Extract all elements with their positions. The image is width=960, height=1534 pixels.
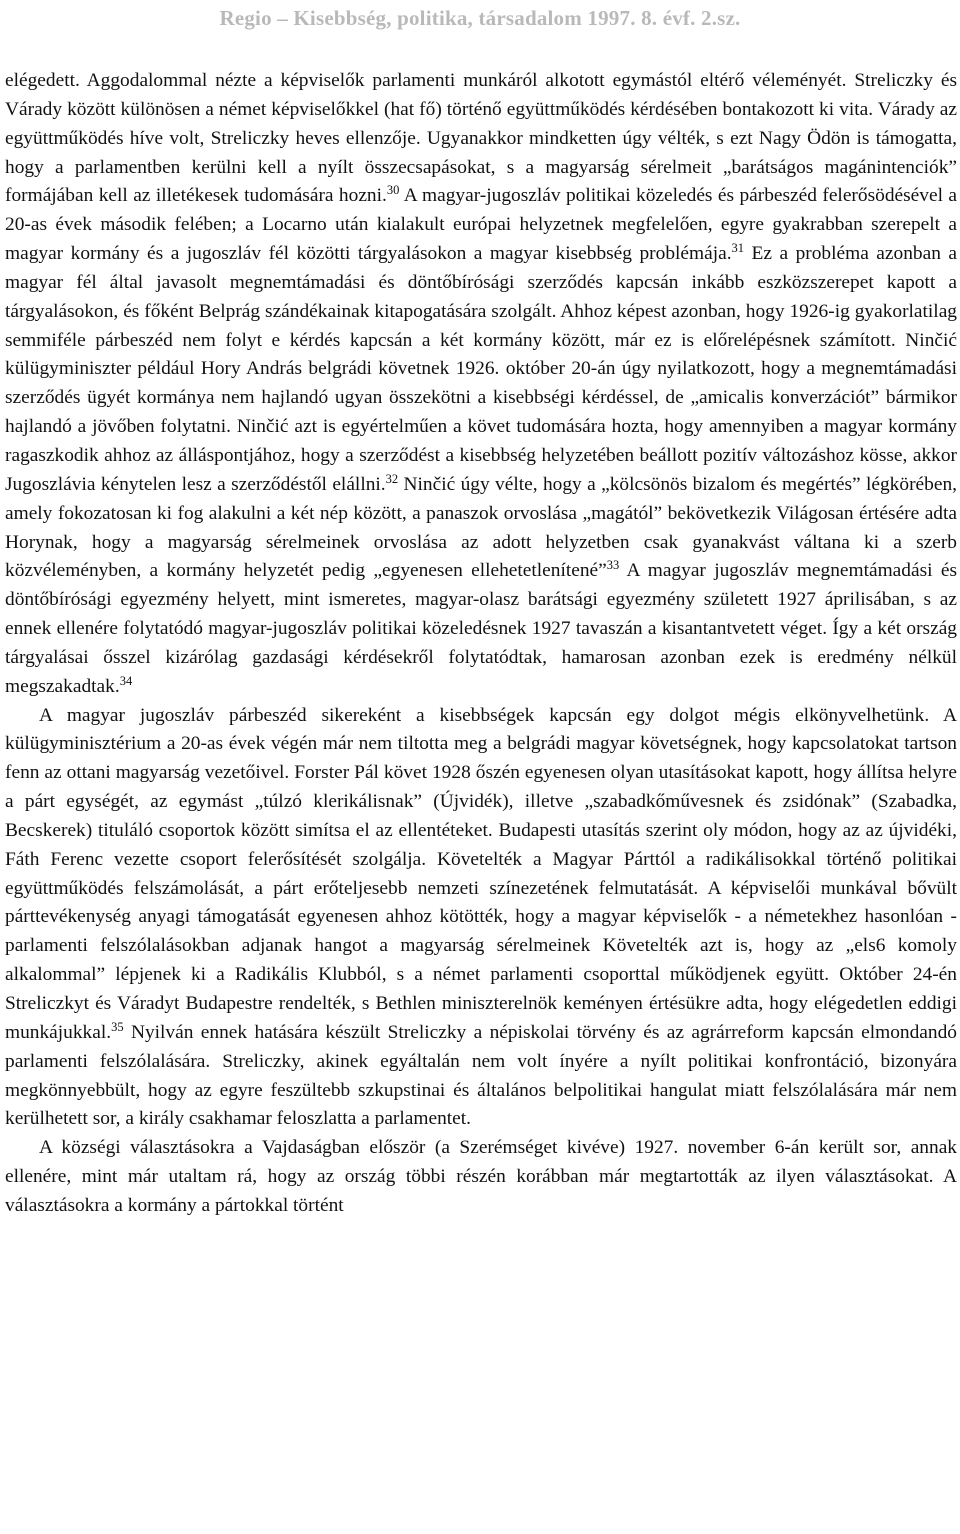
text-run: Ninčić úgy vélte, hogy a „kölcsönös bizalom és megértés” légkörében, amely fokozatosan ki fog alakulni a két nép között, a panaszok orvoslása „magától” bekövetkezik Világosan értésére adta Horynak, hogy a magyarság sérelmeinek orvoslása az adott helyzetben csak gyanakvást váltana ki a szerb közvéleményben, a kormány helyzetét pedig „egyenesen ellehetetlenítené”: [5, 473, 957, 582]
paragraph: [5, 67, 957, 702]
footnote-ref-35: 35: [111, 1019, 124, 1034]
text-run: A magyar jugoszláv megnemtámadási és döntőbírósági egyezmény helyett, mint ismeretes, magyar-olasz barátsági egyezmény született 1927 áprilisában, s az ennek ellenére folytatódó magyar-jugoszláv politikai közeledésnek 1927 tavaszán a kisantantvetett véget. Így a két ország tárgyalásai ősszel kizárólag gazdasági kérdésekről folytatódtak, hamarosan azonban ezek is eredmény nélkül megszakadtak.: [5, 560, 957, 697]
text-run: A magyar jugoszláv párbeszéd sikereként a kisebbségek kapcsán egy dolgot mégis elkönyvelhetünk. A külügyminisztérium a 20-as évek végén már nem tiltotta meg a belgrádi magyar követségnek, hogy kapcsolatokat tartson fenn az ottani magyarság vezetőivel. Forster Pál követ 1928 őszén egyenesen olyan utasításokat kapott, hogy állítsa helyre a párt egységét, az egymást „túlzó klerikálisnak” (Újvidék), illetve „szabadkőművesnek és zsidónak” (Szabadka, Becskerek) tituláló csoportok között simítsa el az ellentéteket. Budapesti utasítás szerint oly módon, hogy az az újvidéki, Fáth Ferenc vezette csoport felerősítését szolgálja. Követelték a Magyar Párttól a radikálisokkal történő politikai együttműködés felszámolását, a párt erőteljesebb nemzeti színezetének felmutatását. A képviselői munkával bővült párttevékenység anyagi támogatását egyenesen ahhoz kötötték, hogy a magyar képviselők - a németekhez hasonlóan - parlamenti felszólalásokban adjanak hangot a magyarság sérelmeinek Követelték azt is, hogy az „els6 komoly alkalommal” lépjenek ki a Radikális Klubból, s a német parlamenti csoporttal működjenek együtt. Október 24-én Streliczkyt és Váradyt Budapestre rendelték, s Bethlen miniszterelnök keményen értésükre adta, hogy elégedetlen eddigi munkájukkal.: [5, 704, 957, 1043]
footnote-ref-33: 33: [606, 558, 620, 573]
footnote-ref-34: 34: [119, 673, 133, 688]
text-run: A magyar-jugoszláv politikai közeledés és párbeszéd felerősödésével a 20-as évek második felében; a Locarno után kialakult európai helyzetnek megfelelően, egyre gyakrabban szerepelt a magyar kormány és a jugoszláv fél közötti tárgyalásokon a magyar kisebbség problémája.: [5, 185, 957, 265]
text-run: elégedett. Aggodalommal nézte a képviselők parlamenti munkáról alkotott egymástól eltérő véleményét. Streliczky és Várady között különösen a német képviselőkkel (hat fő) történő együttműködés kérdésében bontakozott ki vita. Várady az együttműködés híve volt, Streliczky heves ellenzője. Ugyanakkor mindketten úgy vélték, s ezt Nagy Ödön is támogatta, hogy a parlamentben kerülni kell a nyílt összecsapásokat, s a magyarság sérelmeit „barátságos magánintenciók” formájában kell az illetékesek tudomására hozni.: [5, 70, 957, 207]
text-run: Ez a probléma azonban a magyar fél által javasolt megnemtámadási és döntőbírósági szerződés kapcsán inkább eszközszerepet kapott a tárgyalásokon, és főként Belprág szándékainak kitapogatására szolgált. Ahhoz képest azonban, hogy 1926-ig gyakorlatilag semmiféle párbeszéd nem folyt e kérdés kapcsán a két kormány között, már ez is előrelépésnek számított. Ninčić külügyminiszter például Hory András belgrádi követnek 1926. október 20-án úgy nyilatkozott, hogy a megnemtámadási szerződés ügyét kormánya nem hajlandó ugyan összekötni a kisebbségi kérdéssel, de „amicalis konverzációt” bármikor hajlandó a jövőben folytatni. Ninčić azt is egyértelműen a követ tudomására hozta, hogy amennyiben a magyar kormány ragaszkodik ahhoz az álláspontjához, hogy a szerződést a kisebbség helyzetében beállott pozitív változáshoz kösse, akkor Jugoszlávia kénytelen lesz a szerződéstől elállni.: [5, 243, 957, 495]
footnote-ref-30: 30: [386, 183, 400, 198]
footnote-ref-31: 31: [731, 241, 745, 256]
document-body: [5, 67, 957, 1221]
paragraph: [5, 1134, 957, 1221]
text-run: Nyilván ennek hatására készült Streliczky a népiskolai törvény és az agrárreform kapcsán elmondandó parlamenti felszólalására. Streliczky, akinek egyáltalán nem volt ínyére a nyílt politikai konfrontáció, bizonyára megkönnyebbült, hogy az egyre feszültebb szkupstinai és általános belpolitikai hangulat miatt felszólalására már nem kerülhetett sor, a király csakhamar feloszlatta a parlamentet.: [5, 1021, 957, 1130]
footnote-ref-32: 32: [385, 471, 399, 486]
running-header: Regio – Kisebbség, politika, társadalom 1997. 8. évf. 2.sz.: [219, 6, 741, 30]
paragraph: [5, 702, 957, 1135]
text-run: A községi választásokra a Vajdaságban először (a Szerémséget kivéve) 1927. november 6-án került sor, annak ellenére, mint már utaltam rá, hogy az ország többi részén korábban már megtartották az ilyen választásokat. A választásokra a kormány a pártokkal történt: [5, 1137, 957, 1216]
